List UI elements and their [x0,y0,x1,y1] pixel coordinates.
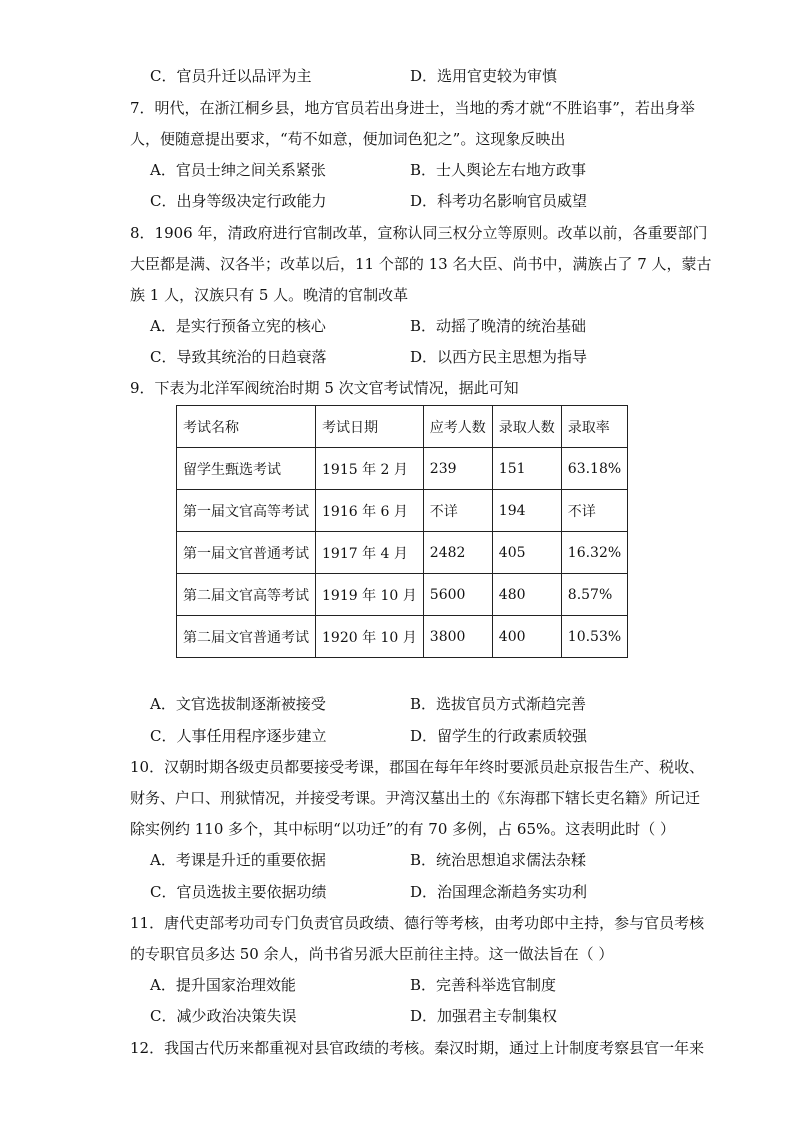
question-9-text: 9．下表为北洋军阀统治时期 5 次文官考试情况，据此可知 [130,379,519,397]
question-10-text: 财务、户口、刑狱情况，并接受考课。尹湾汉墓出土的《东海郡下辖长吏名籍》所记迁 [130,789,701,807]
table-cell: 1916 年 6 月 [316,490,424,532]
table-cell: 2482 [423,532,492,574]
question-8-text: 大臣都是满、汉各半；改革以后，11 个部的 13 名大臣、尚书中，满族占了 7 人，蒙古 [130,255,712,273]
option-d: D．留学生的行政素质较强 [410,727,588,745]
question-10-text: 10．汉朝时期各级吏员都要接受考课，郡国在每年年终时要派员赴京报告生产、税收、 [130,758,705,776]
option-d: D．治国理念渐趋务实功利 [410,883,588,901]
table-header-cell: 录取率 [561,406,627,448]
question-12-text: 12．我国古代历来都重视对县官政绩的考核。秦汉时期，通过上计制度考察县官一年来 [130,1039,705,1057]
question-11-text: 11．唐代吏部考功司专门负责官员政绩、德行等考核，由考功郎中主持，参与官员考核 [130,914,705,932]
table-cell: 16.32% [561,532,627,574]
question-8-text: 族 1 人，汉族只有 5 人。晚清的官制改革 [130,286,409,304]
table-cell: 10.53% [561,616,627,658]
table-row [177,490,628,532]
option-a: A．是实行预备立宪的核心 [150,317,326,335]
table-header-cell: 考试日期 [316,406,424,448]
question-7-text: 7．明代，在浙江桐乡县，地方官员若出身进士，当地的秀才就“不胜谄事”，若出身举 [130,99,695,117]
table-cell: 63.18% [561,448,627,490]
option-b: B．完善科举选官制度 [410,976,557,994]
table-cell: 1919 年 10 月 [316,574,424,616]
question-11-text: 的专职官员多达 50 余人，尚书省另派大臣前往主持。这一做法旨在（ ） [130,945,614,963]
table-cell: 239 [423,448,492,490]
option-c: C．减少政治决策失误 [150,1007,297,1025]
option-c: C．人事任用程序逐步建立 [150,727,327,745]
question-7-text: 人，便随意提出要求，“苟不如意，便加词色犯之”。这现象反映出 [130,130,566,148]
table-cell: 405 [492,532,561,574]
table-cell: 1915 年 2 月 [316,448,424,490]
option-c: C．出身等级决定行政能力 [150,192,327,210]
table-row [177,616,628,658]
option-c: C．导致其统治的日趋衰落 [150,348,327,366]
option-b: B．选拔官员方式渐趋完善 [410,695,587,713]
table-header-row [177,406,628,448]
table-cell: 留学生甄选考试 [177,448,316,490]
table-cell: 不详 [423,490,492,532]
table-cell: 400 [492,616,561,658]
table-cell: 1917 年 4 月 [316,532,424,574]
question-8-text: 8．1906 年，清政府进行官制改革，宣称认同三权分立等原则。改革以前，各重要部门 [130,224,708,242]
table-header-cell: 应考人数 [423,406,492,448]
table-cell: 第一届文官高等考试 [177,490,316,532]
option-b: B．统治思想追求儒法杂糅 [410,851,587,869]
table-cell: 8.57% [561,574,627,616]
option-d: D．以西方民主思想为指导 [410,348,588,366]
table-cell: 第二届文官普通考试 [177,616,316,658]
option-c: C．官员升迁以品评为主 [150,67,312,85]
table-row [177,574,628,616]
option-b: B．动摇了晚清的统治基础 [410,317,587,335]
table-cell: 3800 [423,616,492,658]
table-row [177,532,628,574]
option-d: D．选用官吏较为审慎 [410,67,558,85]
table-cell: 1920 年 10 月 [316,616,424,658]
table-cell: 5600 [423,574,492,616]
option-a: A．官员士绅之间关系紧张 [150,161,326,179]
option-a: A．提升国家治理效能 [150,976,296,994]
option-d: D．科考功名影响官员威望 [410,192,588,210]
table-cell: 第一届文官普通考试 [177,532,316,574]
option-d: D．加强君主专制集权 [410,1007,558,1025]
option-a: A．文官选拔制逐渐被接受 [150,695,326,713]
option-c: C．官员选拔主要依据功绩 [150,883,327,901]
exam-statistics-table [176,405,628,658]
table-cell: 480 [492,574,561,616]
table-cell: 不详 [561,490,627,532]
question-10-text: 除实例约 110 多个，其中标明“以功迁”的有 70 多例，占 65%。这表明此时（ ） [130,820,676,838]
table-header-cell: 考试名称 [177,406,316,448]
table-row [177,448,628,490]
table-cell: 194 [492,490,561,532]
table-header-cell: 录取人数 [492,406,561,448]
option-a: A．考课是升迁的重要依据 [150,851,326,869]
option-b: B．士人舆论左右地方政事 [410,161,587,179]
table-cell: 第二届文官高等考试 [177,574,316,616]
table-cell: 151 [492,448,561,490]
